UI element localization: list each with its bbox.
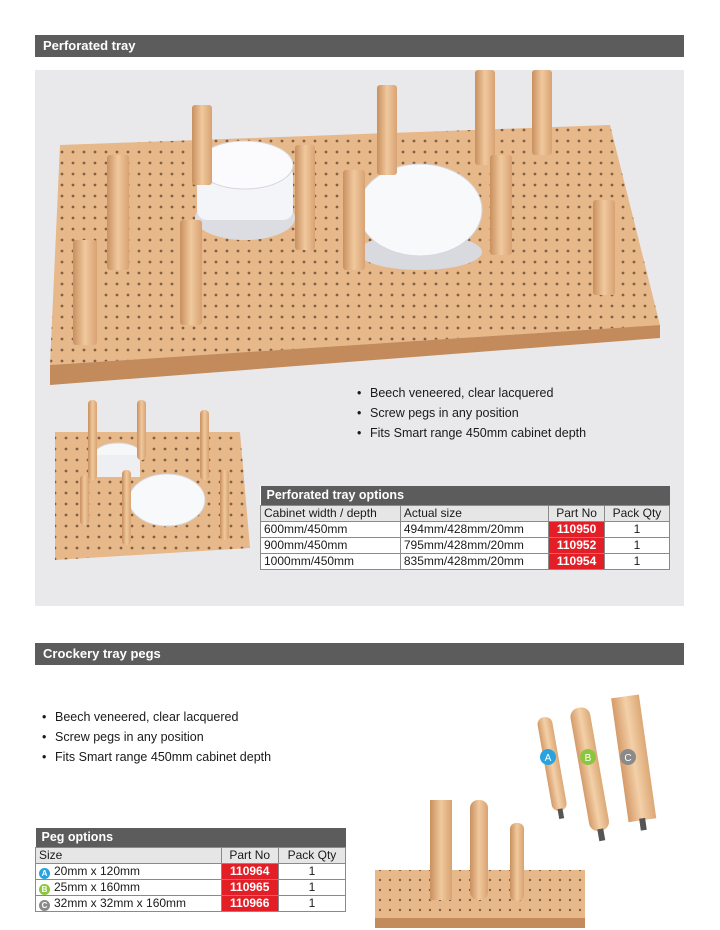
column-header: Cabinet width / depth [261,506,401,522]
column-header: Part No [221,848,278,864]
cabinet-size-cell: 1000mm/450mm [261,554,401,570]
column-header: Pack Qty [604,506,669,522]
pack-qty-cell: 1 [278,880,345,896]
peg-badge-c: C [39,900,50,911]
actual-size-cell: 795mm/428mm/20mm [400,538,548,554]
pegs-feature-item: • Fits Smart range 450mm cabinet depth [40,747,271,767]
peg-options-title: Peg options [36,828,346,848]
column-header: Part No [549,506,605,522]
tray-options-table [260,486,670,570]
pegs-feature-item: • Beech veneered, clear lacquered [40,707,271,727]
peg-label-c: C [624,753,632,764]
part-number-cell: 110964 [221,864,278,880]
section-header-perforated-tray: Perforated tray [35,35,684,57]
pack-qty-cell: 1 [604,538,669,554]
table-row [36,864,346,880]
cabinet-size-cell: 900mm/450mm [261,538,401,554]
table-row [261,522,670,538]
pegs-feature-list [40,707,271,767]
peg-size-text: 20mm x 120mm [54,864,141,878]
peg-label-b: B [584,753,592,764]
peg-badge-a: A [39,868,50,879]
peg-label-a: A [544,753,552,764]
cabinet-size-cell: 600mm/450mm [261,522,401,538]
table-row [36,896,346,912]
tray-photo-panel [35,70,684,606]
pack-qty-cell: 1 [278,864,345,880]
pack-qty-cell: 1 [604,522,669,538]
pegs-on-tray-image [375,795,585,930]
pegs-feature-item: • Screw pegs in any position [40,727,271,747]
peg-size-cell [36,896,222,912]
peg-badge-b: B [39,884,50,895]
peg-size-text: 25mm x 160mm [54,880,141,894]
actual-size-cell: 494mm/428mm/20mm [400,522,548,538]
column-header: Pack Qty [278,848,345,864]
part-number-cell: 110950 [549,522,605,538]
part-number-cell: 110965 [221,880,278,896]
pack-qty-cell: 1 [604,554,669,570]
part-number-cell: 110952 [549,538,605,554]
table-header-row [36,848,346,864]
small-tray-image [50,400,275,560]
tray-feature-list [355,383,586,443]
peg-size-cell [36,864,222,880]
tray-feature-item: • Fits Smart range 450mm cabinet depth [355,423,586,443]
pack-qty-cell: 1 [278,896,345,912]
part-number-cell: 110966 [221,896,278,912]
table-row [261,538,670,554]
part-number-cell: 110954 [549,554,605,570]
actual-size-cell: 835mm/428mm/20mm [400,554,548,570]
tray-options-title: Perforated tray options [261,486,670,506]
table-header-row [261,506,670,522]
column-header: Size [36,848,222,864]
peg-options-table [35,828,346,912]
tray-feature-item: • Beech veneered, clear lacquered [355,383,586,403]
peg-size-text: 32mm x 32mm x 160mm [54,896,187,910]
tray-feature-item: • Screw pegs in any position [355,403,586,423]
large-tray-image [35,70,684,400]
section-header-crockery-tray-pegs: Crockery tray pegs [35,643,684,665]
table-row [36,880,346,896]
table-row [261,554,670,570]
column-header: Actual size [400,506,548,522]
peg-size-cell [36,880,222,896]
